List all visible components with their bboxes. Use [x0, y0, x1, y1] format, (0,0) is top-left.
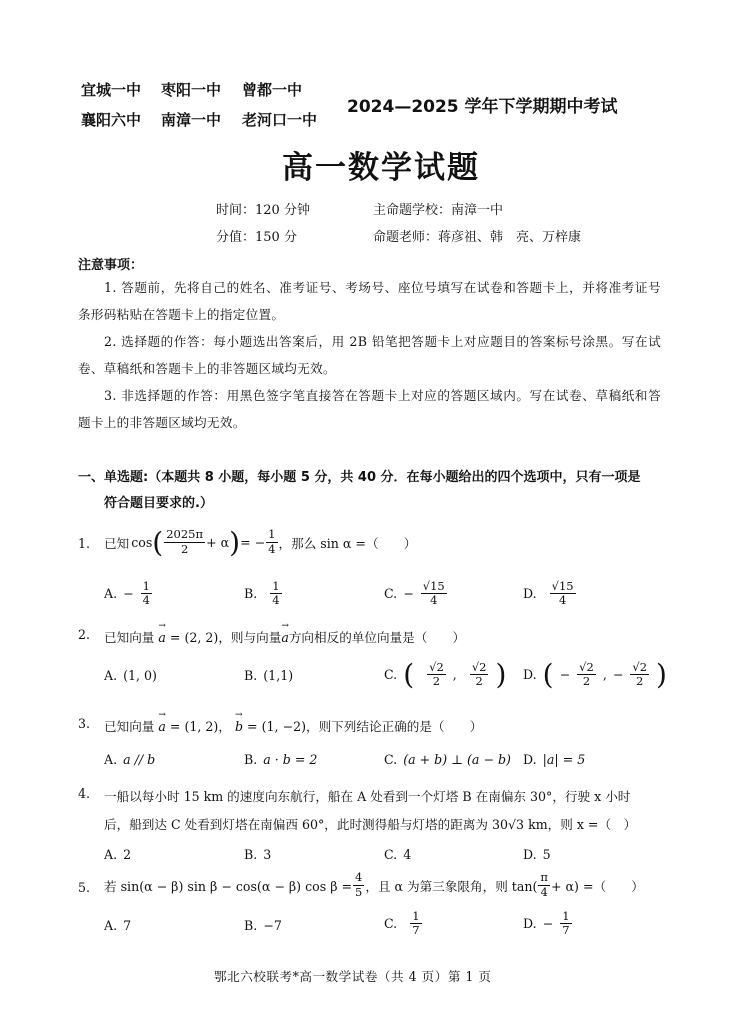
school-yicheng: 宜城一中 — [81, 81, 142, 99]
section-heading: 一、单选题:（本题共 8 小题，每小题 5 分，共 40 分．在每小题给出的四个选项中，只有一项是 — [78, 470, 641, 485]
q5-option-d: D. − $\frac{1}{7}$ — [523, 909, 570, 938]
q2-vector-a: → a — [158, 630, 166, 645]
school-xiangyang6: 襄阳六中 — [81, 111, 142, 129]
q2-option-d: D. ( − $\frac{√2}{2}$ , − $\frac{√2}{2}$ ) — [523, 658, 667, 691]
q3-option-b: B. a · b = 2 — [244, 752, 318, 767]
exam-title: 2024—2025 学年下学期期中考试 — [347, 97, 618, 117]
q1-cos: cos — [131, 534, 153, 550]
q2-number: 2. — [78, 627, 91, 642]
q3-option-a: A. a // b — [104, 752, 156, 767]
notes-heading: 注意事项： — [78, 258, 144, 273]
q4-option-c: C. 4 — [384, 847, 412, 862]
q4-option-a: A. 2 — [104, 847, 132, 862]
q1-pre: 已知 — [104, 535, 130, 551]
school-laohekou: 老河口一中 — [242, 111, 318, 129]
exam-score: 分值：150 分 — [216, 230, 297, 245]
note-item-2: 2. 选择题的作答：每小题选出答案后，用 2B 铅笔把答题卡上对应题目的答案标号涂黑。写在试卷、草稿纸和答题卡上的非答题区域均无效。 — [78, 334, 661, 376]
note-item-3: 3. 非选择题的作答：用黑色签字笔直接答在答题卡上对应的答题区域内。写在试卷、草稿纸和答题卡上的非答题区域均无效。 — [78, 388, 661, 430]
q3-option-d: D. |a| = 5 — [523, 752, 586, 767]
q3-vector-a: → a — [158, 719, 166, 734]
q1-paren-left: ( — [152, 525, 164, 559]
q1-fraction: $\frac{2025\pi}{2}$ — [166, 527, 204, 556]
q1-paren-right: ) — [229, 525, 241, 559]
section-heading-cont: 符合题目要求的.） — [104, 496, 213, 511]
q4-option-b: B. 3 — [244, 847, 272, 862]
q5-option-c: C. $\frac{1}{7}$ — [384, 909, 420, 938]
q5-option-b: B. −7 — [244, 918, 282, 933]
q1-eq: = − — [240, 534, 266, 550]
q5-stem: 若 sin(α − β) sin β − cos(α − β) cos β = $\frac{4}{5}$ ，且 α 为第三象限角，则 tan( $\frac{\pi}{4}$ + α) =（ ） — [104, 870, 644, 899]
q1-option-b: B. $\frac{1}{4}$ — [244, 579, 280, 608]
lead-school: 主命题学校：南漳一中 — [373, 203, 504, 218]
q1-plus-alpha: + α — [206, 534, 230, 550]
q5-fraction: $\frac{4}{5}$ — [355, 870, 363, 899]
q5-pi-fraction: $\frac{\pi}{4}$ — [540, 870, 548, 899]
q5-option-a: A. 7 — [104, 918, 132, 933]
q1-option-d: D. $\frac{√15}{4}$ — [523, 579, 574, 608]
q2-option-b: B. (1,1) — [244, 668, 294, 683]
q2-stem: 已知向量 → a = (2, 2)，则与向量→ a方向相反的单位向量是（ ） — [104, 627, 465, 646]
q4-line-2: 后，船到达 C 处看到灯塔在南偏西 60°，此时测得船与灯塔的距离为 30√3 km，则 x =（ ） — [104, 817, 637, 832]
school-nanzhang: 南漳一中 — [161, 111, 222, 129]
q2-vector-a-2: → a — [281, 630, 289, 645]
q3-number: 3. — [78, 716, 91, 731]
q3-vector-b: → b — [235, 719, 243, 734]
q1-post: ，那么 sin α =（ ） — [278, 535, 417, 551]
school-zaoyang: 枣阳一中 — [161, 81, 222, 99]
q2-option-a: A. (1, 0) — [104, 668, 157, 683]
exam-teachers: 命题老师：蒋彦祖、韩 亮、万梓康 — [373, 230, 582, 245]
q4-option-d: D. 5 — [523, 847, 551, 862]
q5-number: 5. — [78, 880, 91, 895]
note-item-1: 1. 答题前，先将自己的姓名、准考证号、考场号、座位号填写在试卷和答题卡上，并将准考证号条形码粘贴在答题卡上的指定位置。 — [78, 280, 661, 322]
q1-number: 1. — [78, 536, 91, 551]
page-title: 高一数学试题 — [282, 150, 480, 186]
q1-stem — [104, 520, 416, 564]
q1-option-c: C. − $\frac{√15}{4}$ — [384, 579, 445, 608]
q4-number: 4. — [78, 786, 91, 801]
exam-time: 时间：120 分钟 — [216, 203, 310, 218]
q3-option-c: C. (a + b) ⊥ (a − b) — [384, 752, 511, 767]
page-footer: 鄂北六校联考*高一数学试卷（共 4 页）第 1 页 — [214, 969, 492, 984]
q3-stem: 已知向量 → a = (1, 2)， → b = (1, −2)，则下列结论正确的是（ ） — [104, 716, 482, 735]
q1-rhs: $\frac{1}{4}$ — [268, 527, 276, 556]
school-zengdu: 曾都一中 — [242, 81, 303, 99]
q4-line-1: 一船以每小时 15 km 的速度向东航行，船在 A 处看到一个灯塔 B 在南偏东 30°，行驶 x 小时 — [104, 789, 631, 804]
q2-option-c: C. ( $\frac{√2}{2}$ , $\frac{√2}{2}$ ) — [384, 658, 507, 691]
q1-option-a: A. − $\frac{1}{4}$ — [104, 579, 150, 608]
